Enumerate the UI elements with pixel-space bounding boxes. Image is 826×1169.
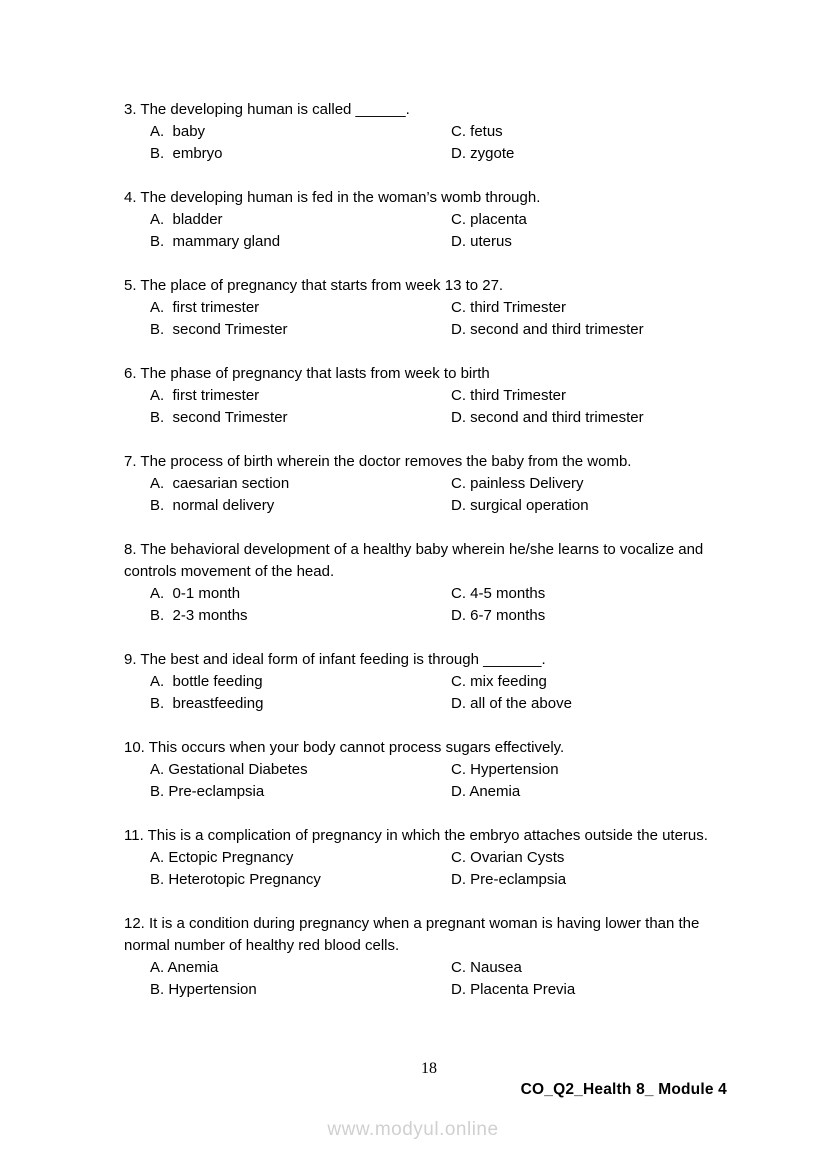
question-block-10 [124, 737, 734, 803]
option-d: D. surgical operation [451, 497, 589, 514]
option-a: A. 0-1 month [150, 585, 241, 602]
option-d: D. uterus [451, 233, 512, 250]
option-b: B. second Trimester [150, 409, 288, 426]
options-grid [124, 121, 734, 165]
question-stem: 3. The developing human is called ______. [124, 101, 410, 118]
question-block-3 [124, 99, 734, 165]
question-stem: 6. The phase of pregnancy that lasts from week to birth [124, 365, 490, 382]
option-c: C. mix feeding [451, 673, 547, 690]
option-d: D. Placenta Previa [451, 981, 576, 998]
option-c: C. 4-5 months [451, 585, 546, 602]
options-grid [124, 583, 734, 627]
option-c: C. Nausea [451, 959, 522, 976]
option-c: C. painless Delivery [451, 475, 584, 492]
options-grid [124, 473, 734, 517]
question-stem: 8. The behavioral development of a healthy baby wherein he/she learns to vocalize and controls movement of the head. [124, 541, 708, 580]
options-grid [124, 209, 734, 253]
option-a: A. first trimester [150, 299, 260, 316]
options-grid [124, 957, 734, 1001]
option-d: D. zygote [451, 145, 515, 162]
option-a: A. Gestational Diabetes [150, 761, 308, 778]
question-stem: 10. This occurs when your body cannot process sugars effectively. [124, 739, 565, 756]
option-a: A. bladder [150, 211, 223, 228]
option-d: D. Pre-eclampsia [451, 871, 567, 888]
question-stem: 7. The process of birth wherein the doctor removes the baby from the womb. [124, 453, 632, 470]
question-block-9 [124, 649, 734, 715]
question-stem: 9. The best and ideal form of infant feeding is through _______. [124, 651, 546, 668]
option-b: B. normal delivery [150, 497, 275, 514]
options-grid [124, 385, 734, 429]
option-b: B. Pre-eclampsia [150, 783, 265, 800]
option-c: C. third Trimester [451, 387, 567, 404]
option-d: D. second and third trimester [451, 321, 644, 338]
option-c: C. third Trimester [451, 299, 567, 316]
question-block-8 [124, 539, 734, 627]
question-stem: 11. This is a complication of pregnancy in which the embryo attaches outside the uterus. [124, 827, 708, 844]
option-b: B. mammary gland [150, 233, 281, 250]
option-c: C. fetus [451, 123, 503, 140]
question-stem: 12. It is a condition during pregnancy when a pregnant woman is having lower than the normal number of healthy red blood cells. [124, 915, 704, 954]
option-c: C. Hypertension [451, 761, 559, 778]
watermark-text: www.modyul.online [327, 1119, 499, 1140]
question-block-11 [124, 825, 734, 891]
question-block-6 [124, 363, 734, 429]
option-d: D. Anemia [451, 783, 521, 800]
option-c: C. Ovarian Cysts [451, 849, 565, 866]
option-b: B. embryo [150, 145, 223, 162]
option-a: A. Anemia [150, 959, 219, 976]
option-d: D. second and third trimester [451, 409, 644, 426]
question-block-4 [124, 187, 734, 253]
option-a: A. baby [150, 123, 206, 140]
options-grid [124, 847, 734, 891]
option-b: B. breastfeeding [150, 695, 264, 712]
options-grid [124, 297, 734, 341]
option-c: C. placenta [451, 211, 527, 228]
module-footer-label: CO_Q2_Health 8_ Module 4 [520, 1081, 727, 1098]
option-a: A. bottle feeding [150, 673, 263, 690]
question-stem: 4. The developing human is fed in the woman’s womb through. [124, 189, 541, 206]
option-b: B. second Trimester [150, 321, 288, 338]
option-a: A. Ectopic Pregnancy [150, 849, 294, 866]
option-a: A. caesarian section [150, 475, 290, 492]
question-block-12 [124, 913, 734, 1001]
options-grid [124, 759, 734, 803]
option-b: B. Heterotopic Pregnancy [150, 871, 321, 888]
option-d: D. all of the above [451, 695, 572, 712]
option-b: B. Hypertension [150, 981, 257, 998]
question-block-7 [124, 451, 734, 517]
option-b: B. 2-3 months [150, 607, 248, 624]
page-number: 18 [421, 1060, 437, 1077]
option-a: A. first trimester [150, 387, 260, 404]
question-block-5 [124, 275, 734, 341]
question-stem: 5. The place of pregnancy that starts from week 13 to 27. [124, 277, 504, 294]
options-grid [124, 671, 734, 715]
quiz-content [124, 99, 734, 1023]
option-d: D. 6-7 months [451, 607, 546, 624]
